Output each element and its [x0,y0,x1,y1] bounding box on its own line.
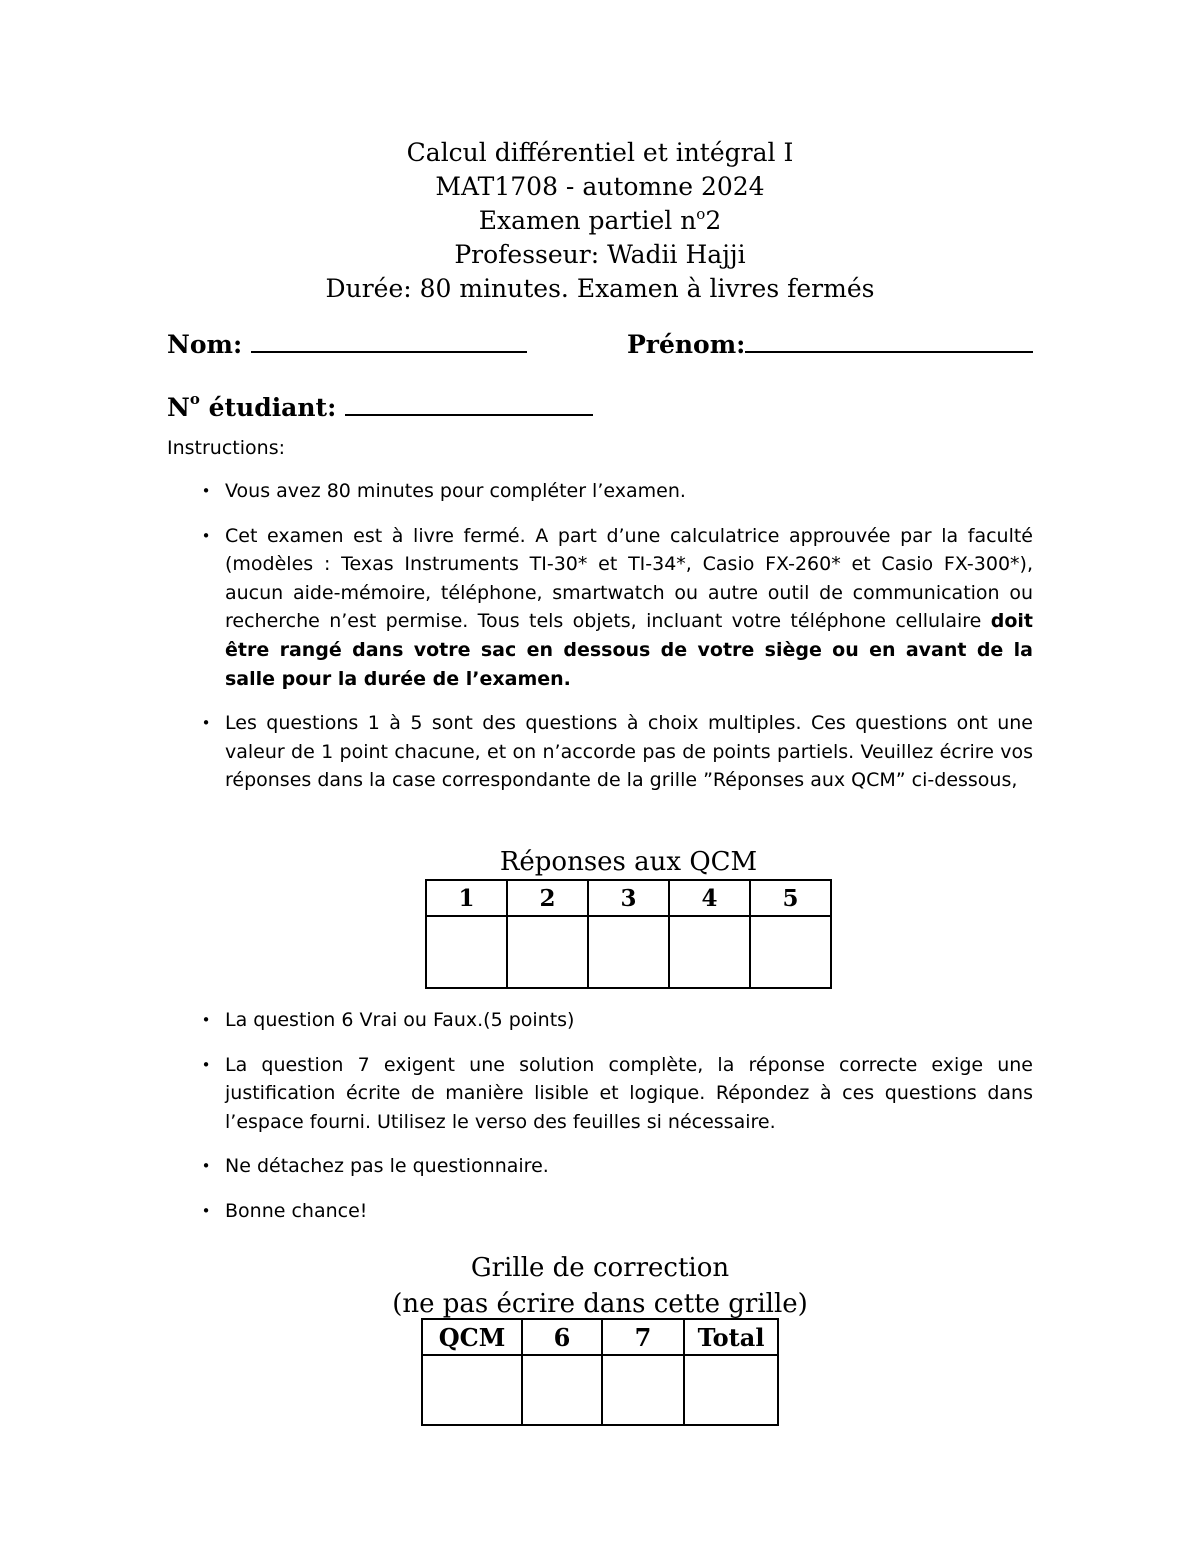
prenom-field [627,325,1033,360]
duration-line: Durée: 80 minutes. Examen à livres fermés [325,274,875,303]
instruction-text: Bonne chance! [225,1199,368,1222]
qcm-header-row [426,880,831,916]
grading-grid-table [421,1318,779,1426]
grading-score-row [422,1355,778,1425]
grading-header-row [422,1319,778,1355]
instruction-item [167,477,1033,506]
grading-score-cell-qcm [422,1355,522,1425]
instruction-item [167,1051,1033,1137]
bullet-icon: • [201,714,211,733]
qcm-answer-cell-2[interactable] [507,916,588,988]
exam-title-superscript: o [696,205,706,223]
qcm-answer-row [426,916,831,988]
grading-score-cell-7 [602,1355,684,1425]
instruction-bold-text: doit être rangé dans votre sac en dessous de votre siège ou en avant de la salle pour la durée de l’examen. [225,610,1033,690]
instructions-list-bottom [167,1006,1033,1226]
course-code-term: MAT1708 - automne 2024 [435,172,765,201]
student-number-superscript: o [189,390,200,408]
bullet-icon: • [201,1201,211,1220]
professor-line: Professeur: Wadii Hajji [454,240,746,269]
instruction-item [167,1197,1033,1226]
prenom-label: Prénom: [627,330,746,359]
student-number-field [167,388,593,423]
instruction-text: La question 7 exigent une solution complète, la réponse correcte exige une justification écrite de manière lisible et logique. Répondez à ces questions dans l’espace fourni. Utilisez le verso des feuilles si nécessaire. [225,1053,1033,1133]
instruction-text: Vous avez 80 minutes pour compléter l’examen. [225,480,686,502]
exam-header [0,136,1200,306]
exam-number: 2 [705,206,722,235]
grading-grid-title-line1: Grille de correction [470,1253,730,1283]
nom-label: Nom: [167,330,243,359]
bullet-icon: • [201,1055,211,1074]
bullet-icon: • [201,1011,211,1029]
qcm-answer-cell-1[interactable] [426,916,507,988]
exam-title [0,204,1200,238]
qcm-answer-table [425,879,832,989]
bullet-icon: • [201,1157,211,1176]
qcm-answer-cell-4[interactable] [669,916,750,988]
nom-field [167,325,527,360]
course-title: Calcul différentiel et intégral I [406,138,794,167]
instruction-text: Cet examen est à livre fermé. A part d’une calculatrice approuvée par la faculté (modèles : Texas Instruments TI-30* et TI-34*, Casio FX-260* et Casio FX-300*), aucun aide-mémoire, téléphone, smartwatch ou autre outil de communication ou recherche n’est permise. Tous tels objets, incluant votre téléphone cellulaire [225,524,1033,633]
grading-grid-title [0,1250,1200,1322]
grading-score-cell-total [684,1355,778,1425]
instruction-text: Les questions 1 à 5 sont des questions à choix multiples. Ces questions ont une valeur de 1 point chacune, et on n’accorde pas de points partiels. Veuillez écrire vos réponses dans la case correspondante de la grille ”Réponses aux QCM” ci-dessous, [225,712,1033,792]
instructions-title: Instructions: [167,437,285,459]
qcm-header-cell: 2 [507,880,588,916]
grading-header-cell: Total [684,1319,778,1355]
instruction-text: La question 6 Vrai ou Faux.(5 points) [225,1009,575,1031]
student-number-label: étudiant: [199,393,337,422]
prenom-blank-line[interactable] [745,325,1033,353]
instruction-item [167,1152,1033,1181]
exam-title-prefix: Examen partiel n [478,206,697,235]
bullet-icon: • [201,526,211,545]
qcm-header-cell: 4 [669,880,750,916]
qcm-header-cell: 1 [426,880,507,916]
qcm-title: Réponses aux QCM [499,847,758,877]
grading-grid-title-line2: (ne pas écrire dans cette grille) [392,1289,808,1319]
bullet-icon: • [201,482,211,500]
instruction-item [167,1006,1033,1035]
qcm-answer-cell-5[interactable] [750,916,831,988]
instruction-item [167,709,1033,795]
instruction-text: Ne détachez pas le questionnaire. [225,1155,549,1178]
grading-header-cell: QCM [422,1319,522,1355]
instructions-list-top [167,477,1033,795]
student-number-prefix: N [167,393,190,422]
grading-score-cell-6 [522,1355,602,1425]
student-number-blank-line[interactable] [345,388,593,416]
nom-blank-line[interactable] [251,325,527,353]
qcm-header-cell: 5 [750,880,831,916]
grading-header-cell: 6 [522,1319,602,1355]
qcm-answer-cell-3[interactable] [588,916,669,988]
grading-header-cell: 7 [602,1319,684,1355]
qcm-header-cell: 3 [588,880,669,916]
instruction-item [167,522,1033,694]
